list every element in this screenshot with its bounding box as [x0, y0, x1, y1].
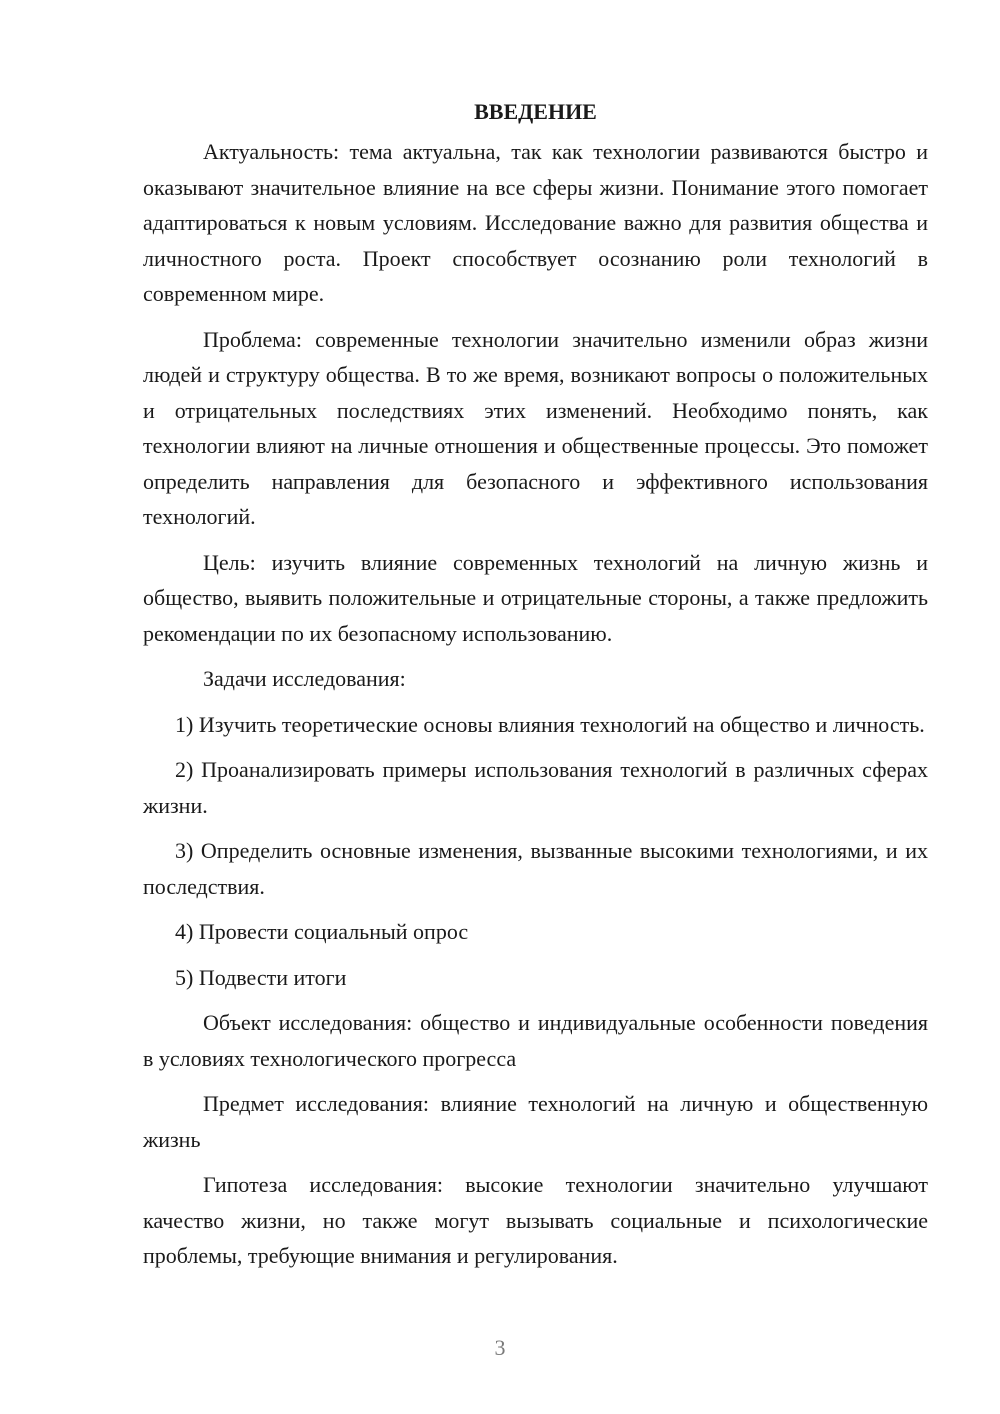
paragraph-relevance: Актуальность: тема актуальна, так как технологии развиваются быстро и оказывают значительное влияние на все сферы жизни. Понимание этого помогает адаптироваться к новым условиям. Исследование важно для развития общества и личностного роста. Проект способствует осознанию роли технологий в современном мире.: [143, 139, 928, 306]
task-item: 2) Проанализировать примеры использования технологий в различных сферах жизни.: [143, 757, 928, 818]
tasks-heading: Задачи исследования:: [203, 666, 406, 691]
paragraph-hypothesis: Гипотеза исследования: высокие технологии значительно улучшают качество жизни, но также могут вызывать социальные и психологические проблемы, требующие внимания и регулирования.: [143, 1172, 928, 1268]
section-title: ВВЕДЕНИЕ: [474, 99, 597, 124]
paragraph-goal: Цель: изучить влияние современных технологий на личную жизнь и общество, выявить положительные и отрицательные стороны, а также предложить рекомендации по их безопасному использованию.: [143, 549, 928, 646]
task-item: 3) Определить основные изменения, вызванные высокими технологиями, и их последствия.: [143, 838, 928, 899]
task-item: 4) Провести социальный опрос: [175, 919, 469, 944]
page-number: 3: [494, 1335, 506, 1360]
paragraph-problem: Проблема: современные технологии значительно изменили образ жизни людей и структуру общества. В то же время, возникают вопросы о положительных и отрицательных последствиях этих изменений. Необходимо понять, как технологии влияют на личные отношения и общественные процессы. Это поможет определить направления для безопасного и эффективного использования технологий.: [143, 326, 928, 529]
task-item: 1) Изучить теоретические основы влияния технологий на общество и личность.: [175, 711, 925, 737]
paragraph-object: Объект исследования: общество и индивидуальные особенности поведения в условиях технологического прогресса: [143, 1010, 928, 1071]
paragraph-subject: Предмет исследования: влияние технологий на личную и общественную жизнь: [143, 1091, 928, 1152]
page-content: [143, 94, 928, 1274]
task-item: 5) Подвести итоги: [175, 964, 347, 990]
